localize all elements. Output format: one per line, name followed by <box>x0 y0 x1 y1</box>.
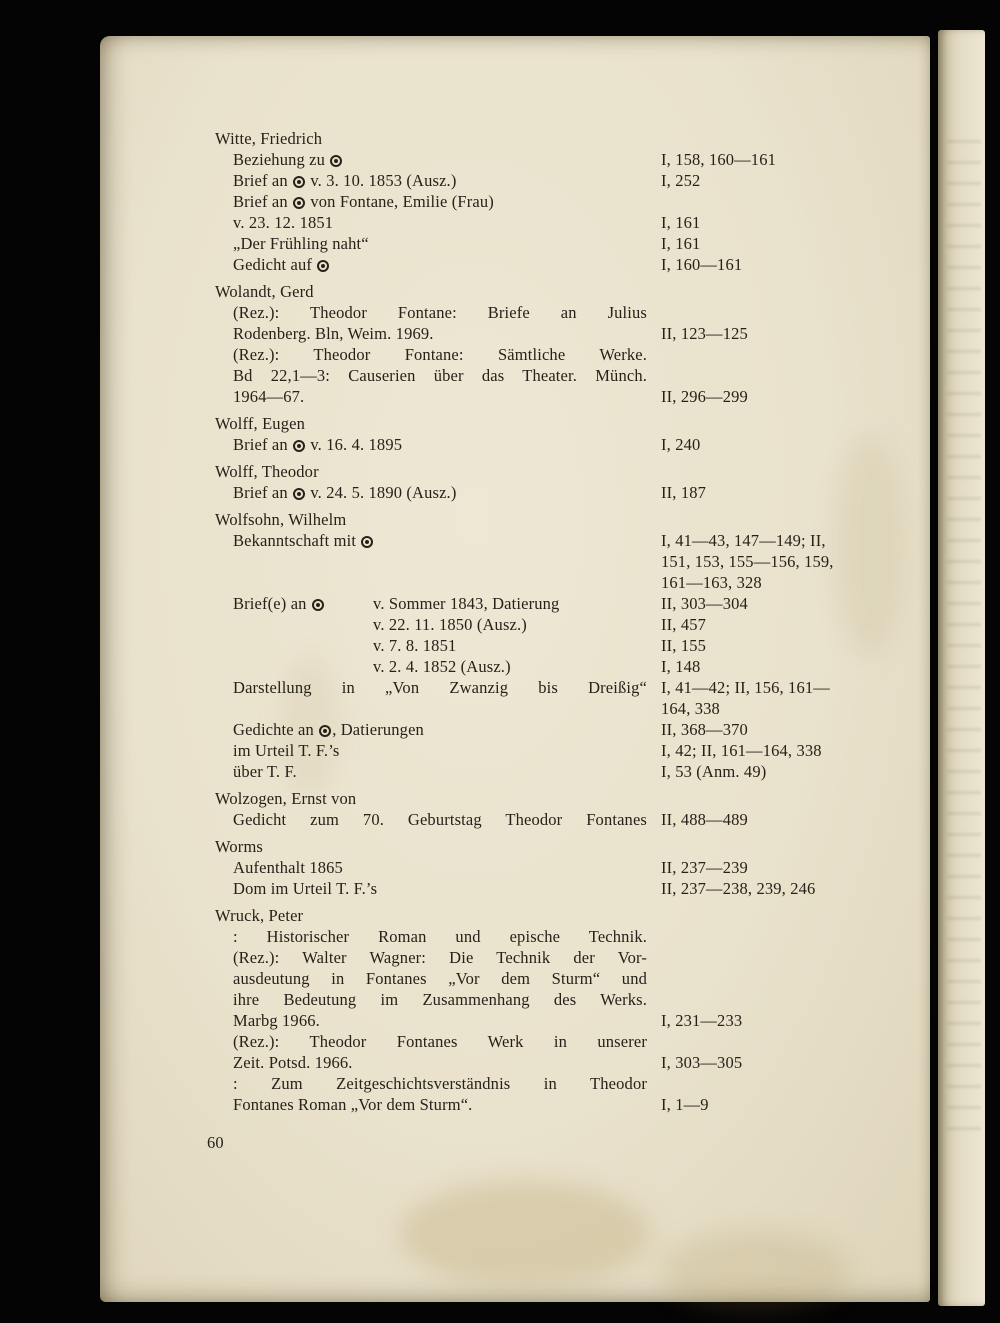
entry-line <box>215 344 915 365</box>
entry-line <box>215 386 915 407</box>
entry-text: Marbg 1966. <box>233 1011 320 1030</box>
entry-line <box>215 857 915 878</box>
entry-text: Bekanntschaft mit <box>233 530 374 551</box>
index-column <box>207 128 915 1153</box>
facing-page-edge <box>938 30 985 1306</box>
page-reference: 151, 153, 155—156, 159, <box>661 552 834 571</box>
entry-headword: Wolff, Eugen <box>215 414 305 433</box>
entry-line <box>215 149 915 170</box>
entry-headword: Wolfsohn, Wilhelm <box>215 510 347 529</box>
page-reference: 164, 338 <box>661 699 720 718</box>
entry-text: Gedicht auf <box>233 254 330 275</box>
entry-line <box>215 656 915 677</box>
page-reference: I, 161 <box>661 213 701 232</box>
entry-text: (Rez.): Walter Wagner: Die Technik der Vor- <box>233 948 647 967</box>
entry-text: v. 23. 12. 1851 <box>233 213 334 232</box>
page-reference: II, 296—299 <box>661 387 748 406</box>
entry-text: Brief an v. 3. 10. 1853 (Ausz.) <box>233 171 457 190</box>
entry-headword: Witte, Friedrich <box>215 129 323 148</box>
fontane-symbol-icon <box>293 176 305 188</box>
entry-text: ihre Bedeutung im Zusammenhang des Werks. <box>233 990 647 1009</box>
entry-text: v. 2. 4. 1852 (Ausz.) <box>373 657 511 676</box>
page-reference: II, 303—304 <box>661 594 748 613</box>
entry-line <box>215 761 915 782</box>
page-reference: I, 41—42; II, 156, 161— <box>661 678 830 697</box>
entry-line <box>215 635 915 656</box>
entry-headword: Wolzogen, Ernst von <box>215 789 357 808</box>
entry-headword: Wruck, Peter <box>215 906 304 925</box>
entry-text: v. 7. 8. 1851 <box>373 636 457 655</box>
page-reference: I, 161 <box>661 234 701 253</box>
page-reference: I, 252 <box>661 171 701 190</box>
entry-text: (Rez.): Theodor Fontane: Briefe an Julius <box>233 303 647 322</box>
page-reference: II, 368—370 <box>661 720 748 739</box>
entry-headword-row <box>215 461 915 482</box>
entry-text: Darstellung in „Von Zwanzig bis Dreißig“ <box>233 678 647 697</box>
entry-line <box>215 719 915 740</box>
index-entry <box>215 836 915 899</box>
page-reference: I, 303—305 <box>661 1053 743 1072</box>
entry-line <box>215 572 915 593</box>
entry-line <box>215 947 915 968</box>
entry-headword: Worms <box>215 837 264 856</box>
entry-headword-row <box>215 788 915 809</box>
entry-text: Brief an v. 16. 4. 1895 <box>233 435 403 454</box>
entry-text: (Rez.): Theodor Fontanes Werk in unserer <box>233 1032 647 1051</box>
entry-headword: Wolandt, Gerd <box>215 282 314 301</box>
page-reference: I, 231—233 <box>661 1011 743 1030</box>
entry-headword-row <box>215 836 915 857</box>
entry-line <box>215 170 915 191</box>
index-entry <box>215 128 915 275</box>
page-reference: I, 1—9 <box>661 1095 709 1114</box>
page-reference: I, 160—161 <box>661 255 743 274</box>
entry-text: Brief(e) an <box>233 593 325 614</box>
entry-line <box>215 1010 915 1031</box>
entry-text: Rodenberg. Bln, Weim. 1969. <box>233 324 434 343</box>
paper-stain <box>400 1181 650 1286</box>
entry-headword-row <box>215 281 915 302</box>
entry-headword-row <box>215 509 915 530</box>
entry-text: Beziehung zu <box>233 149 343 170</box>
entry-text: Dom im Urteil T. F.’s <box>233 879 378 898</box>
index-entry <box>215 281 915 407</box>
page-reference: II, 237—238, 239, 246 <box>661 879 816 898</box>
entry-line <box>215 191 915 212</box>
entry-line <box>215 809 915 830</box>
entry-text: : Historischer Roman und epische Technik. <box>233 927 647 946</box>
entry-line <box>215 302 915 323</box>
book-page <box>100 36 930 1302</box>
entry-line <box>215 482 915 503</box>
entry-headword-row <box>215 905 915 926</box>
entry-line <box>215 233 915 254</box>
index-entry <box>215 788 915 830</box>
page-reference: I, 53 (Anm. 49) <box>661 762 767 781</box>
page-reference: II, 123—125 <box>661 324 748 343</box>
page-reference: II, 488—489 <box>661 810 748 829</box>
entry-text: ausdeutung in Fontanes „Vor dem Sturm“ und <box>233 969 647 988</box>
page-reference: II, 457 <box>661 615 707 634</box>
entry-text: Brief an von Fontane, Emilie (Frau) <box>233 192 494 211</box>
page-reference: I, 41—43, 147—149; II, <box>661 531 826 550</box>
entry-text: 1964—67. <box>233 387 305 406</box>
entry-line <box>215 212 915 233</box>
entry-line <box>215 968 915 989</box>
entry-line <box>215 1073 915 1094</box>
entry-line <box>215 551 915 572</box>
entry-text: im Urteil T. F.’s <box>233 741 340 760</box>
fontane-symbol-icon <box>330 155 342 167</box>
entry-text: über T. F. <box>233 762 297 781</box>
entry-line <box>215 926 915 947</box>
entry-text: Zeit. Potsd. 1966. <box>233 1053 353 1072</box>
entry-headword-row <box>215 413 915 434</box>
entry-line <box>215 593 915 614</box>
entry-text-tabbed: v. Sommer 1843, Datierung <box>373 594 560 613</box>
fontane-symbol-icon <box>312 599 324 611</box>
entry-line <box>215 323 915 344</box>
page-reference: I, 158, 160—161 <box>661 150 776 169</box>
entry-line <box>215 698 915 719</box>
entry-line <box>215 989 915 1010</box>
entry-line <box>215 365 915 386</box>
entry-text: v. 22. 11. 1850 (Ausz.) <box>373 615 527 634</box>
entry-text: „Der Frühling naht“ <box>233 234 369 253</box>
entry-text: Aufenthalt 1865 <box>233 858 343 877</box>
entry-line <box>215 1094 915 1115</box>
entry-text: : Zum Zeitgeschichtsverständnis in Theodor <box>233 1074 647 1093</box>
entry-text: Brief an v. 24. 5. 1890 (Ausz.) <box>233 483 457 502</box>
entry-line <box>215 530 915 551</box>
page-reference: I, 42; II, 161—164, 338 <box>661 741 822 760</box>
entry-text: (Rez.): Theodor Fontane: Sämtliche Werke. <box>233 345 647 364</box>
fontane-symbol-icon <box>319 725 331 737</box>
entry-line <box>215 1052 915 1073</box>
page-reference: I, 148 <box>661 657 701 676</box>
fontane-symbol-icon <box>293 197 305 209</box>
entry-text: Gedicht zum 70. Geburtstag Theodor Fontanes <box>233 810 647 829</box>
page-reference: II, 155 <box>661 636 707 655</box>
entry-text: Gedichte an , Datierungen <box>233 720 424 739</box>
entry-line <box>215 740 915 761</box>
fontane-symbol-icon <box>293 488 305 500</box>
index-entry <box>215 905 915 1115</box>
page-reference: II, 187 <box>661 483 707 502</box>
fontane-symbol-icon <box>317 260 329 272</box>
fontane-symbol-icon <box>361 536 373 548</box>
entry-headword: Wolff, Theodor <box>215 462 319 481</box>
entry-line <box>215 254 915 275</box>
page-number: 60 <box>207 1133 224 1152</box>
paper-stain <box>660 1231 850 1311</box>
index-entry <box>215 461 915 503</box>
entry-text: Bd 22,1—3: Causerien über das Theater. Münch. <box>233 366 647 385</box>
page-reference: I, 240 <box>661 435 701 454</box>
index-entry <box>215 413 915 455</box>
page-reference: II, 237—239 <box>661 858 748 877</box>
entry-line <box>215 677 915 698</box>
index-entries <box>215 128 915 1115</box>
entry-line <box>215 1031 915 1052</box>
page-reference: 161—163, 328 <box>661 573 762 592</box>
entry-line <box>215 614 915 635</box>
entry-line <box>215 434 915 455</box>
index-entry <box>215 509 915 782</box>
facing-page-ghost-text <box>947 140 981 1130</box>
fontane-symbol-icon <box>293 440 305 452</box>
entry-text: Fontanes Roman „Vor dem Sturm“. <box>233 1095 473 1114</box>
entry-headword-row <box>215 128 915 149</box>
entry-line <box>215 878 915 899</box>
